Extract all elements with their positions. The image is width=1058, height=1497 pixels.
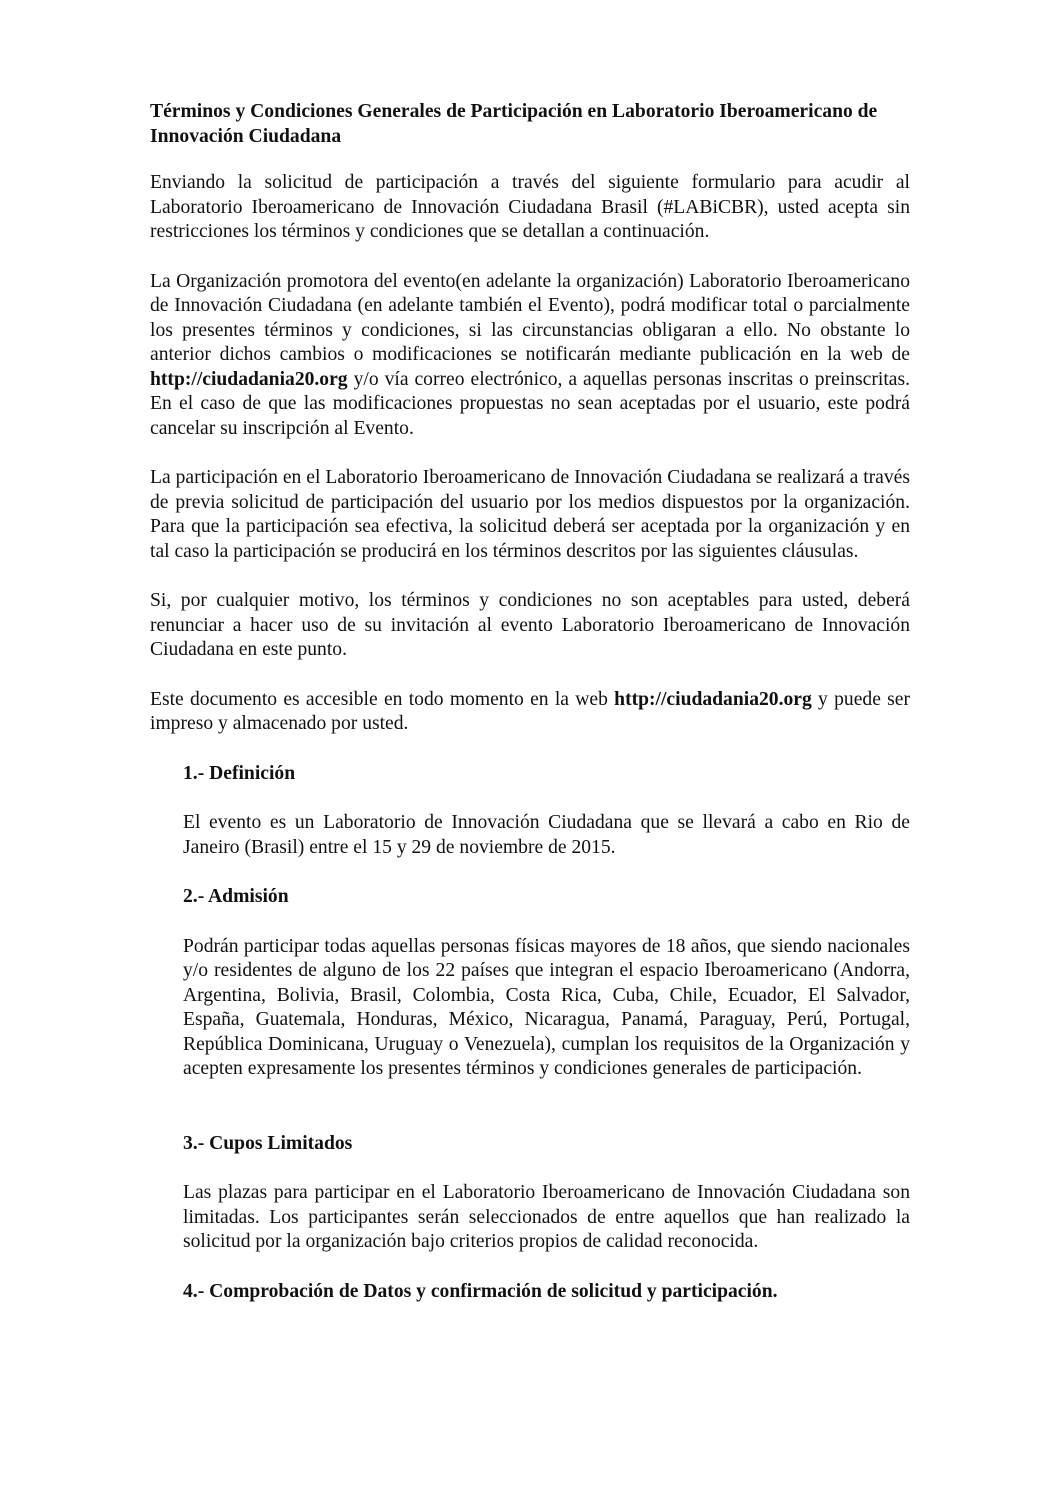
section-data-verification (183, 1280, 910, 1305)
accessibility-text-end: y puede ser impreso y almacenado por usted. (150, 688, 911, 734)
organization-text-end: y/o vía correo electrónico, a aquellas personas inscritas o preinscritas. En el caso de que las modificaciones propuestas no sean aceptadas por el usuario, este podrá cancelar su inscripción al Evento. (150, 368, 910, 439)
section-body: Las plazas para participar en el Laboratorio Iberoamericano de Innovación Ciudadana son limitadas. Los participantes serán seleccionados de entre aquellos que han realizado la solicitud por la organización bajo criterios propios de calidad reconocida. (183, 1182, 910, 1252)
acceptance-paragraph: Si, por cualquier motivo, los términos y condiciones no son aceptables para usted, deberá renunciar a hacer uso de su invitación al evento Laboratorio Iberoamericano de Innovación Ciudadana en este punto. (150, 590, 910, 660)
section-heading: 4.- Comprobación de Datos y confirmación de solicitud y participación. (183, 1280, 778, 1302)
section-limited-places (183, 1132, 910, 1255)
section-body: El evento es un Laboratorio de Innovación Ciudadana que se llevará a cabo en Rio de Janeiro (Brasil) entre el 15 y 29 de noviembre de 2015. (183, 812, 910, 858)
section-heading: 3.- Cupos Limitados (183, 1132, 353, 1154)
accessibility-text-start: Este documento es accesible en todo momento en la web (150, 688, 615, 710)
website-link[interactable]: http://ciudadania20.org (614, 688, 812, 710)
section-admission (183, 885, 910, 1082)
organization-text-start: La Organización promotora del evento(en adelante la organización) Laboratorio Iberoamericano de Innovación Ciudadana (en adelante también el Evento), podrá modificar total o parcialmente los presentes términos y condiciones, si las circunstancias obligaran a ello. No obstante lo anterior dichos cambios o modificaciones se notificarán mediante publicación en la web de (150, 270, 910, 365)
intro-paragraph: Enviando la solicitud de participación a través del siguiente formulario para acudir al Laboratorio Iberoamericano de Innovación Ciudadana Brasil (#LABiCBR), usted acepta sin restricciones los términos y condiciones que se detallan a continuación. (150, 172, 910, 242)
section-heading: 1.- Definición (183, 762, 296, 784)
section-definition (183, 762, 910, 861)
website-link[interactable]: http://ciudadania20.org (150, 368, 348, 390)
organization-paragraph (150, 270, 910, 442)
document-title: Términos y Condiciones Generales de Participación en Laboratorio Iberoamericano de Innovación Ciudadana (150, 101, 878, 147)
document-page (150, 100, 910, 1329)
section-body: Podrán participar todas aquellas personas físicas mayores de 18 años, que siendo nacionales y/o residentes de alguno de los 22 países que integran el espacio Iberoamericano (Andorra, Argentina, Bolivia, Brasil, Colombia, Costa Rica, Cuba, Chile, Ecuador, El Salvador, España, Guatemala, Honduras, México, Nicaragua, Panamá, Paraguay, Perú, Portugal, República Dominicana, Uruguay o Venezuela), cumplan los requisitos de la Organización y acepten expresamente los presentes términos y condiciones generales de participación. (183, 935, 910, 1079)
accessibility-paragraph (150, 688, 910, 737)
participation-paragraph: La participación en el Laboratorio Iberoamericano de Innovación Ciudadana se realizará a través de previa solicitud de participación del usuario por los medios dispuestos por la organización. Para que la participación sea efectiva, la solicitud deberá ser aceptada por la organización y en tal caso la participación se producirá en los términos descritos por las siguientes cláusulas. (150, 467, 910, 562)
section-heading: 2.- Admisión (183, 886, 289, 907)
